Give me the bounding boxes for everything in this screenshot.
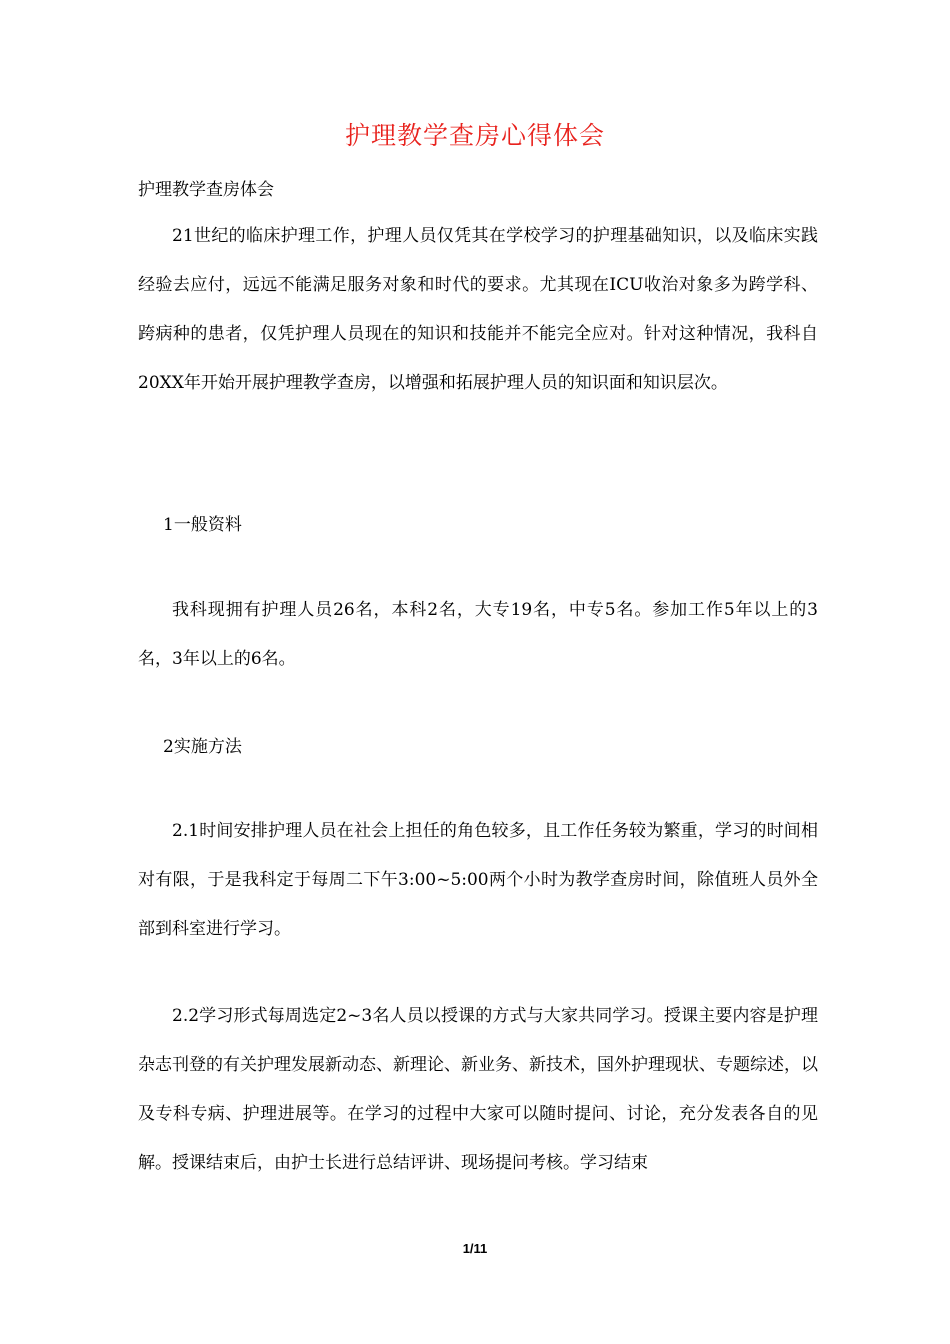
- page-number: 1/11: [462, 1241, 488, 1256]
- section-1-heading: 1一般资料: [163, 515, 242, 535]
- section-2-2-paragraph: 2.2学习形式每周选定2~3名人员以授课的方式与大家共同学习。授课主要内容是护理杂志刊登的有关护理发展新动态、新理论、新业务、新技术，国外护理现状、专题综述，以及专科专病、护理进展等。在学习的过程中大家可以随时提问、讨论，充分发表各自的见解。授课结束后，由护士长进行总结评讲、现场提问考核。学习结束: [138, 1006, 818, 1173]
- section-1-paragraph: 我科现拥有护理人员26名，本科2名，大专19名，中专5名。参加工作5年以上的3名，3年以上的6名。: [138, 600, 818, 669]
- section-2-heading: 2实施方法: [163, 737, 242, 757]
- section-2-1-paragraph: 2.1时间安排护理人员在社会上担任的角色较多，且工作任务较为繁重，学习的时间相对有限，于是我科定于每周二下午3:00~5:00两个小时为教学查房时间，除值班人员外全部到科室进行学习。: [138, 821, 818, 939]
- document-title: 护理教学查房心得体会: [344, 121, 605, 150]
- document-subtitle: 护理教学查房体会: [138, 180, 274, 200]
- intro-paragraph: 21世纪的临床护理工作，护理人员仅凭其在学校学习的护理基础知识，以及临床实践经验去应付，远远不能满足服务对象和时代的要求。尤其现在ICU收治对象多为跨学科、跨病种的患者，仅凭护理人员现在的知识和技能并不能完全应对。针对这种情况，我科自20XX年开始开展护理教学查房，以增强和拓展护理人员的知识面和知识层次。: [138, 226, 818, 393]
